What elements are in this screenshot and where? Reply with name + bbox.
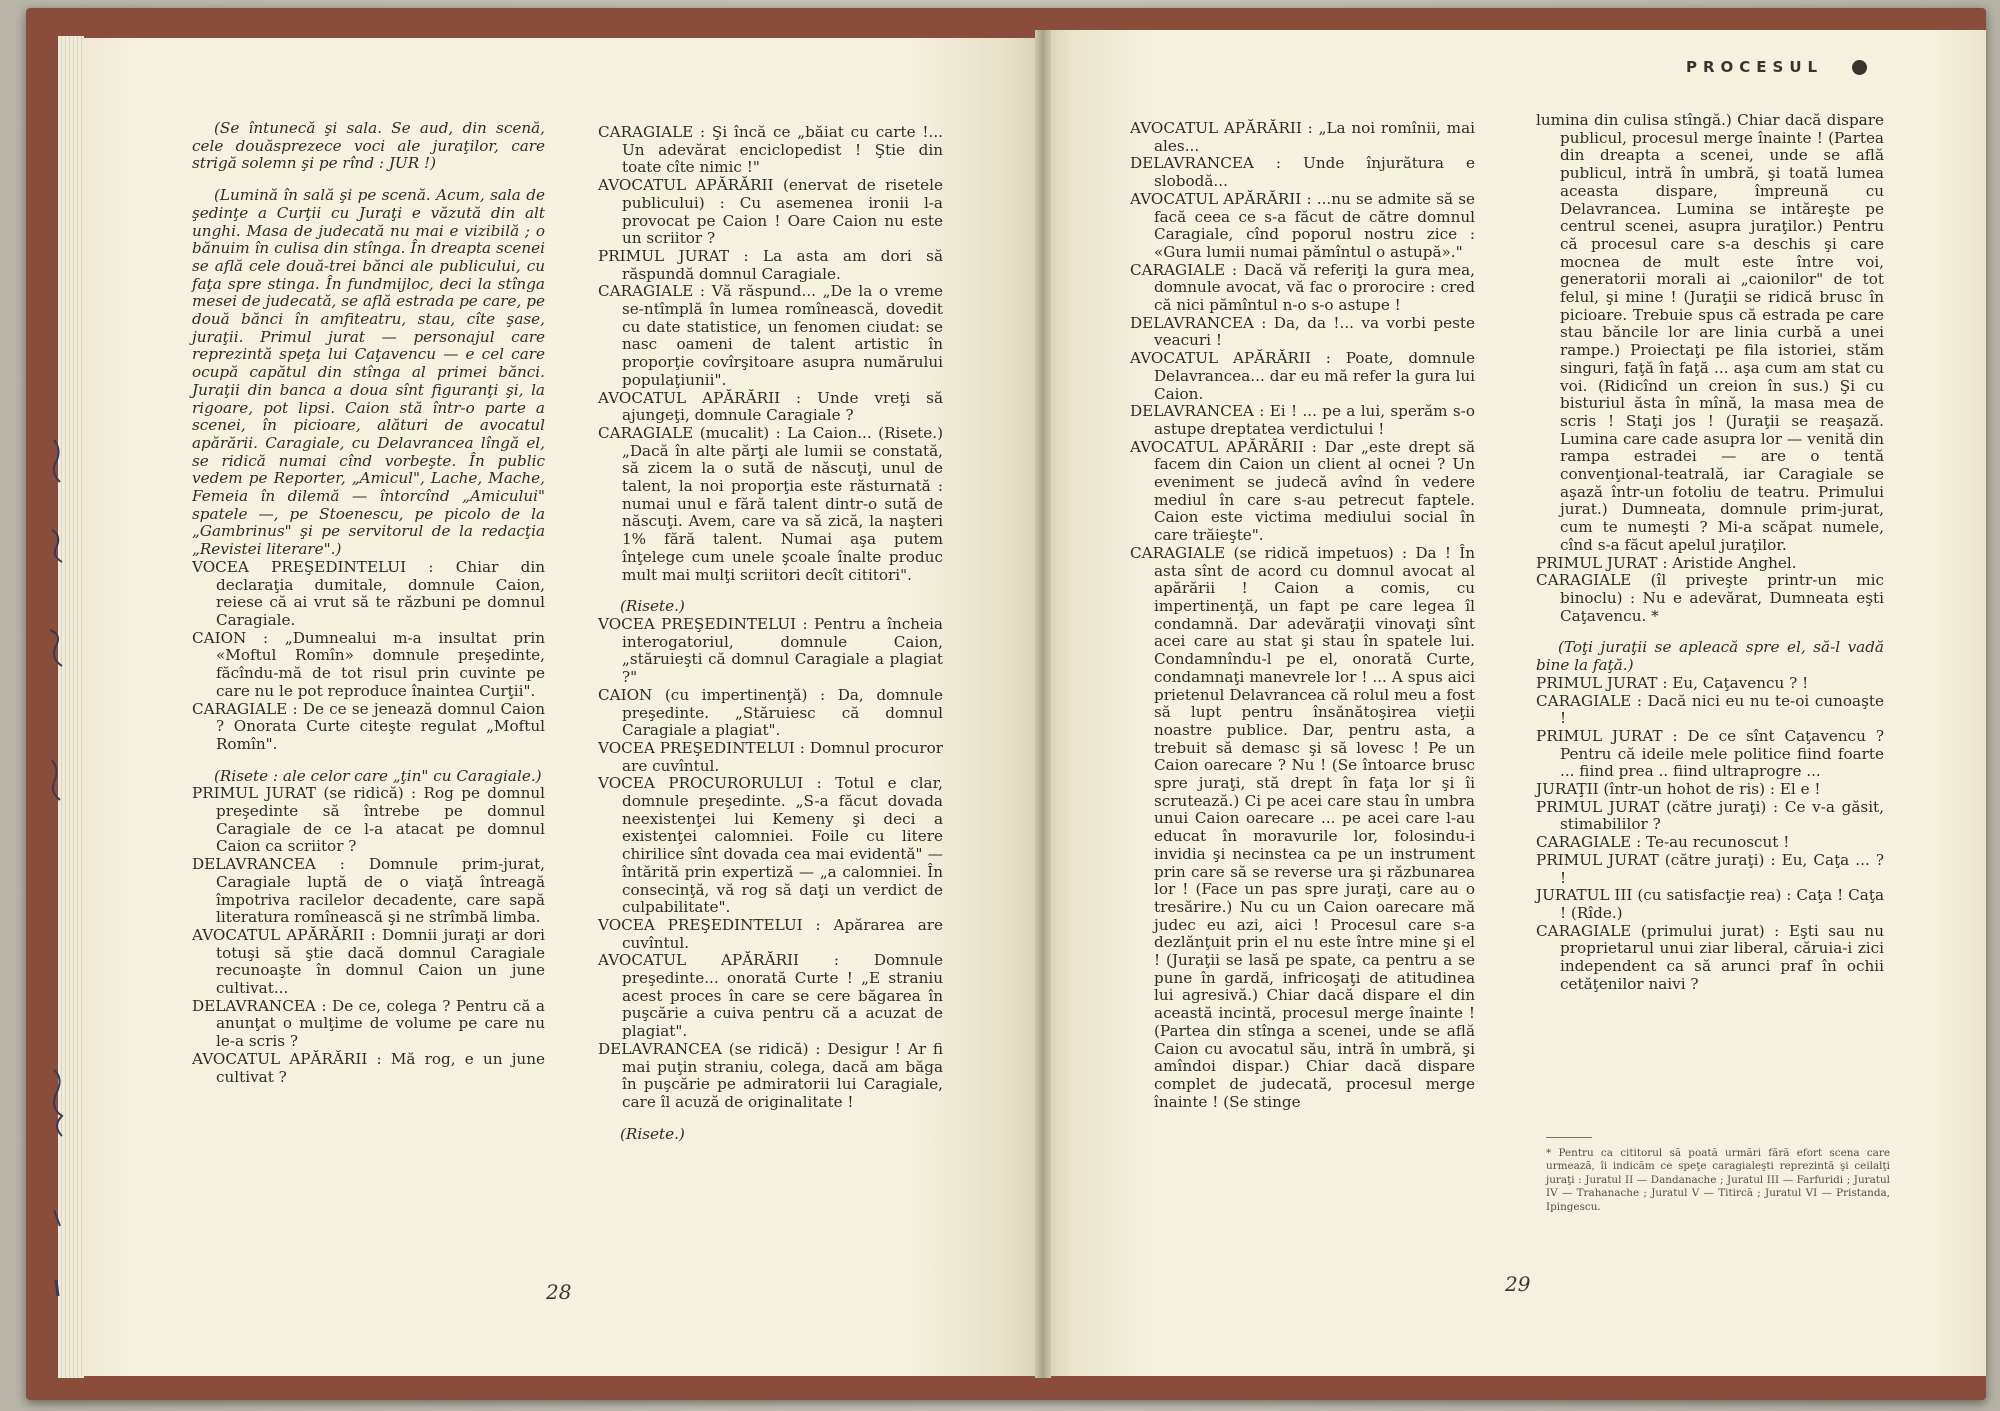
dialogue-line: CARAGIALE : De ce se jenează domnul Caion ? Onorata Curte citeşte regulat „Moftul Romîn". bbox=[192, 699, 545, 753]
dialogue-line: DELAVRANCEA : De ce, colega ? Pentru că a anunţat o mulţime de volume pe care nu le-a scris ? bbox=[192, 996, 545, 1051]
running-header: PROCESUL bbox=[1686, 58, 1824, 76]
dialogue-line: AVOCATUL APĂRĂRII : ...nu se admite să se facă ceea ce s-a făcut de către domnul Caragiale, cînd poporul nostru zice : «Gura lumii numai pămîntul o astupă»." bbox=[1130, 189, 1475, 261]
stage-direction: (Lumină în sală şi pe scenă. Acum, sala de şedinţe a Curţii cu Juraţi e văzută din alt unghi. Masa de judecată nu mai e vizibilă ; o bănuim în culisa din stînga. În dreapta scenei se află cele două-trei bănci ale publicului, cu faţa spre stinga. În fundmijloc, deci la stînga mesei de judecată, se află estrada pe care, pe două bănci în amfiteatru, stau, cîte şase, juraţii. Primul jurat — personajul care reprezintă speţa lui Caţavencu — e cel care ocupă capătul din stînga al primei bănci. Juraţii din banca a doua sînt figuranţi şi, la rigoare, pot lipsi. Caion stă într-o parte a scenei, în picioare, alături de avocatul apărării. Caragiale, cu Delavrancea lîngă el, se ridică numai cînd vorbeşte. În public vedem pe Reporter, „Amicul", Lache, Mache, Femeia în dilemă — întorcînd „Amicului" spatele —, pe Stoenescu, pe picolo de la „Gambrinus" şi pe servitorul de la redacţia „Revistei literare".) bbox=[192, 186, 545, 559]
stage-direction: (Risete.) bbox=[620, 597, 685, 616]
left-column-2 bbox=[598, 124, 943, 1143]
dialogue-line: CARAGIALE (mucalit) : La Caion... (Risete.) „Dacă în alte părţi ale lumii se constată, să zicem la o sută de născuţi, unul de talent, la noi proporţia este răsturnată : numai unul e fără talent dintr-o sută de născuţi. Avem, care va să zică, la naşteri 1% fără talent. Numai aşa putem înţelege cum unele şcoale înalte produc mult mai mulţi scriitori decît cititori". bbox=[598, 423, 943, 584]
dialogue-line: DELAVRANCEA (se ridică) : Desigur ! Ar fi mai puţin straniu, colega, dacă am băga în puşcărie pe admiratorii lui Caragiale, care îl acuză de originalitate ! bbox=[598, 1039, 943, 1111]
dialogue-line: PRIMUL JURAT (către juraţi) : Ce v-a găsit, stimabililor ? bbox=[1536, 797, 1884, 834]
dialogue-line: DELAVRANCEA : Domnule prim-jurat, Caragiale luptă de o viaţă întreagă împotriva racilelor decadente, care sapă literatura romînească şi ne strîmbă limba. bbox=[192, 855, 545, 927]
right-column-2 bbox=[1536, 112, 1884, 993]
dialogue-line: VOCEA PREŞEDINTELUI : Chiar din declaraţia dumitale, domnule Caion, reiese că ai vrut să te răzbuni pe domnul Caragiale. bbox=[192, 557, 545, 629]
dialogue-line: CARAGIALE : Dacă nici eu nu te-oi cunoaşte ! bbox=[1536, 691, 1884, 728]
dialogue-line: CAION : „Dumnealui m-a insultat prin «Moftul Romîn» domnule preşedinte, făcîndu-mă de tot risul prin cuvinte pe care nu le pot reproduce înaintea Curţii". bbox=[192, 628, 545, 700]
dialogue-line: AVOCATUL APĂRĂRII : Domnii juraţi ar dori totuşi să ştie dacă domnul Caragiale recunoaşte în domnul Caion un june cultivat... bbox=[192, 925, 545, 998]
dialogue-line: AVOCATUL APĂRĂRII : Dar „este drept să facem din Caion un client al ocnei ? Un eveniment se judecă avînd în vedere mediul în care s-au petrecut faptele. Caion este victima mediului social în care trăieşte". bbox=[1130, 437, 1475, 545]
dialogue-line: lumina din culisa stîngă.) Chiar dacă dispare publicul, procesul merge înainte ! (Partea din dreapta a scenei, unde se află publicul, intră în umbră, şi toată lumea aceasta dispare, împreună cu Delavrancea. Lumina se intăreşte pe centrul scenei, asupra juraţilor.) Pentru că procesul care s-a deschis şi care mocnea de mult este între voi, generatorii morali ai „caionilor" de tot felul, şi mine ! (Juraţii se ridică brusc în picioare. Trebuie spus că estrada pe care stau băncile lor are linia curbă a unei rampe.) Proiectaţi pe fila istoriei, stăm singuri, faţă în faţă ... aşa cum am stat cu voi. (Ridicînd un creion în sus.) Şi cu bisturiul ăsta în mînă, la masa mea de scris ! Staţi jos ! (Juraţii se reaşază. Lumina care cade asupra lor — venită din rampa estradei — are o tentă convenţional-teatrală, iar Caragiale se aşază într-un fotoliu de teatru. Primului jurat.) Dumneata, domnule prim-jurat, cum te numeşti ? Mi-a scăpat numele, cînd s-a făcut apelul juraţilor. bbox=[1536, 111, 1884, 554]
dialogue-line: JURATUL III (cu satisfacţie rea) : Caţa ! Caţa ! (Rîde.) bbox=[1536, 886, 1884, 922]
dialogue-line: CARAGIALE : Şi încă ce „băiat cu carte !... Un adevărat enciclopedist ! Ştie din toate cîte nimic !" bbox=[598, 123, 943, 177]
dialogue-line: AVOCATUL APĂRĂRII : Domnule preşedinte... onorată Curte ! „E straniu acest proces în care se cere băgarea în puşcărie a cuiva pentru că a acuzat de plagiat". bbox=[598, 951, 943, 1041]
stage-direction: (Toţi juraţii se apleacă spre el, să-l vadă bine la faţă.) bbox=[1536, 638, 1884, 675]
book-gutter bbox=[1035, 30, 1051, 1378]
dialogue-line: PRIMUL JURAT : Eu, Caţavencu ? ! bbox=[1536, 673, 1809, 692]
dialogue-line: VOCEA PREŞEDINTELUI : Pentru a încheia interogatoriul, domnule Caion, „stăruieşti că domnul Caragiale a plagiat ?" bbox=[598, 614, 943, 687]
dialogue-line: PRIMUL JURAT : La asta am dori să răspundă domnul Caragiale. bbox=[598, 246, 943, 283]
dialogue-line: CARAGIALE : Vă răspund... „De la o vreme se-ntîmplă în lumea romînească, dovedit cu date statistice, un fenomen ciudat: se nasc oameni de talent artistic în proporţie covîrşitoare asupra numărului populaţiunii". bbox=[598, 282, 943, 389]
left-column-1 bbox=[192, 120, 545, 1086]
dialogue-line: CAION (cu impertinenţă) : Da, domnule preşedinte. „Stăruiesc că domnul Caragiale a plagiat". bbox=[598, 685, 943, 740]
margin-handwriting bbox=[44, 430, 72, 1310]
dialogue-line: CARAGIALE (primului jurat) : Eşti sau nu proprietarul unui ziar liberal, căruia-i zici independent ca să arunci praf în ochii cetăţenilor naivi ? bbox=[1536, 921, 1884, 993]
dialogue-line: AVOCATUL APĂRĂRII : Unde vreţi să ajungeţi, domnule Caragiale ? bbox=[598, 388, 943, 425]
stage-direction: (Se întunecă şi sala. Se aud, din scenă, cele douăsprezece voci ale juraţilor, care strigă solemn şi pe rînd : JUR !) bbox=[192, 119, 545, 173]
dialogue-line: DELAVRANCEA : Unde înjurătura e slobodă... bbox=[1130, 154, 1475, 191]
dialogue-line: VOCEA PREŞEDINTELUI : Domnul procuror are cuvîntul. bbox=[598, 738, 943, 775]
dialogue-line: AVOCATUL APĂRĂRII : Poate, domnule Delavrancea... dar eu mă refer la gura lui Caion. bbox=[1130, 349, 1475, 403]
page-number-right: 29 bbox=[1505, 1272, 1531, 1296]
stage-direction: (Risete : ale celor care „ţin" cu Caragiale.) bbox=[214, 766, 542, 785]
dialogue-line: CARAGIALE (se ridică impetuos) : Da ! În asta sînt de acord cu domnul avocat al apărării ! Caion a comis, cu impertinenţă, un fapt pe care legea îl condamnă. Dar adevăraţii vinovaţi sînt acei care au stat şi stau în spatele lui. Condamnîndu-l pe el, onorată Curte, condamnaţi manevrele lor ! ... A spus aici prietenul Delavrancea că rolul meu a fost să lupt pentru însănătoşirea vieţii noastre publice. Dar, pentru asta, a trebuit să demasc şi să lovesc ! Pe un Caion oarecare ? Nu ! (Se întoarce brusc spre juraţi, stă drept în faţa lor şi îi scrutează.) Ci pe acei care stau în umbra unui Caion oarecare ... pe acei care l-au educat în moravurile lor, folosindu-i invidia şi necinstea ca pe un instrument prin care să se reverse ura şi răzbunarea lor ! (Face un pas spre juraţi, care au o tresărire.) Nu cu un Caion oarecare mă judec eu azi, aici ! Procesul care s-a dezlănţuit prin el nu este între mine şi el ! (Juraţii se lasă pe spate, ca pentru a se pune în gardă, infricoşaţi de atitudinea lui agresivă.) Chiar dacă dispare el din această incintă, procesul merge înainte ! (Partea din stînga a scenei, unde se află Caion cu avocatul său, intră în umbră, şi amîndoi dispar.) Chiar dacă dispare complet de judecată, procesul merge înainte ! (Se stinge bbox=[1130, 543, 1475, 1111]
dialogue-line: DELAVRANCEA : Da, da !... va vorbi peste veacuri ! bbox=[1130, 313, 1475, 350]
page-number-left: 28 bbox=[546, 1280, 572, 1304]
dialogue-line: JURAŢII (într-un hohot de ris) : El e ! bbox=[1536, 780, 1821, 799]
dialogue-line: VOCEA PREŞEDINTELUI : Apărarea are cuvîntul. bbox=[598, 915, 943, 952]
dialogue-line: PRIMUL JURAT : De ce sînt Caţavencu ? Pentru că ideile mele politice fiind foarte ... fiind prea .. fiind ultraprogre ... bbox=[1536, 726, 1884, 781]
footnote: * Pentru ca cititorul să poată urmări fără efort scena care urmează, îi indicăm ce speţe caragialeşti reprezintă şi ceilalţi juraţi : Juratul II — Dandanache ; Juratul III — Farfuridi ; Juratul IV — Trahanache ; Juratul V — Titircă ; Juratul VI — Pristanda, Ipingescu. bbox=[1546, 1147, 1890, 1213]
footnote-rule bbox=[1546, 1137, 1592, 1138]
dialogue-line: AVOCATUL APĂRĂRII (enervat de risetele publicului) : Cu asemenea ironii l-a provocat pe Caion ! Oare Caion nu este un scriitor ? bbox=[598, 176, 943, 248]
dialogue-line: PRIMUL JURAT : Aristide Anghel. bbox=[1536, 553, 1797, 572]
dialogue-line: PRIMUL JURAT (către juraţi) : Eu, Caţa ... ? ! bbox=[1536, 850, 1884, 887]
dialogue-line: AVOCATUL APĂRĂRII : „La noi romînii, mai ales... bbox=[1130, 119, 1475, 155]
dialogue-line: CARAGIALE : Te-au recunoscut ! bbox=[1536, 833, 1790, 852]
right-column-1 bbox=[1130, 120, 1475, 1111]
dialogue-line: CARAGIALE : Dacă vă referiţi la gura mea, domnule avocat, vă fac o prorocire : cred că nici pămîntul n-o s-o astupe ! bbox=[1130, 260, 1475, 315]
dialogue-line: CARAGIALE (îl priveşte printr-un mic binoclu) : Nu e adevărat, Dumneata eşti Caţavencu. * bbox=[1536, 571, 1884, 625]
dialogue-line: AVOCATUL APĂRĂRII : Mă rog, e un june cultivat ? bbox=[192, 1049, 545, 1086]
stage-direction: (Risete.) bbox=[620, 1124, 685, 1143]
dialogue-line: DELAVRANCEA : Ei ! ... pe a lui, sperăm s-o astupe dreptatea verdictului ! bbox=[1130, 402, 1475, 438]
dialogue-line: VOCEA PROCURORULUI : Totul e clar, domnule preşedinte. „S-a făcut dovada neexistenţei lui Kemeny şi deci a existenţei calomniei. Foile cu litere chirilice sînt dovada cea mai evidentă" — întărită prin expertiză — „a calomniei. În consecinţă, vă rog să daţi un verdict de culpabilitate". bbox=[598, 774, 943, 917]
header-ornament-icon bbox=[1852, 60, 1867, 75]
dialogue-line: PRIMUL JURAT (se ridică) : Rog pe domnul preşedinte să întrebe pe domnul Caragiale de ce l-a atacat pe domnul Caion ca scriitor ? bbox=[192, 784, 545, 856]
